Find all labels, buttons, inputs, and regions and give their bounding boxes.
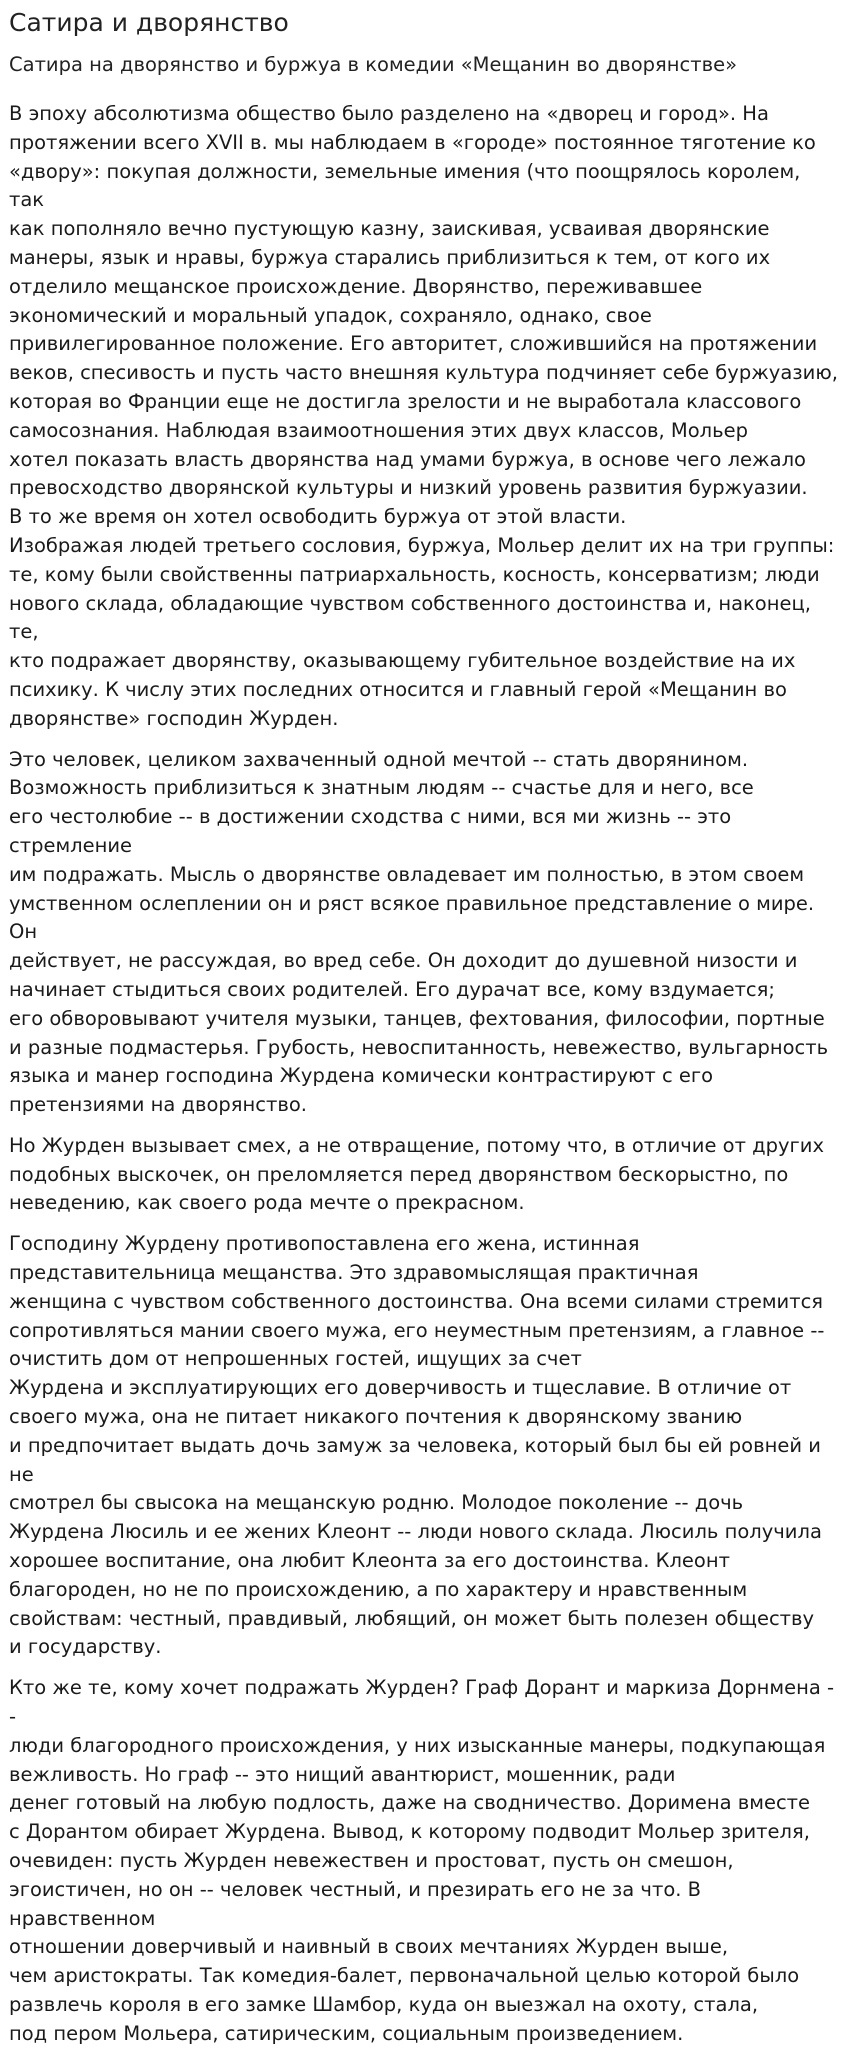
paragraph-intro: В эпоху абсолютизма общество было разделено на «дворец и город». На протяжении всего XVII в. мы наблюдаем в «городе» постоянное тяготение ко «двору»: покупая должности, земельные имения (что поощрялось королем, так как пополняло вечно пустующую казну, заискивая, усваивая дворянские манеры, язык и нравы, буржуа старались приблизиться к тем, от кого их отделило мещанское происхождение. Дворянство, переживавшее экономический и моральный упадок, сохраняло, однако, свое привилегированное положение. Его авторитет, сложившийся на протяжении веков, спесивость и пусть часто внешняя культура подчиняет себе буржуазию, которая во Франции еще не достигла зрелости и не выработала классового самосознания. Наблюдая взаимоотношения этих двух классов, Мольер хотел показать власть дворянства над умами буржуа, в основе чего лежало превосходство дворянской культуры и низкий уровень развития буржуазии. В то же время он хотел освободить буржуа от этой власти. Изображая людей третьего сословия, буржуа, Мольер делит их на три группы: те, кому были свойственны патриархальность, косность, консерватизм; люди нового склада, обладающие чувством собственного достоинства и, наконец, те, кто подражает дворянству, оказывающему губительное воздействие на их психику. К числу этих последних относится и главный герой «Мещанин во дворянстве» господин Журден. (9, 102, 838, 730)
paragraph-aristocrats: Кто же те, кому хочет подражать Журден? Граф Дорант и маркиза Дорнмена -- люди благородного происхождения, у них изысканные манеры, подкупающая вежливость. Но граф -- это нищий авантюрист, мошенник, ради денег готовый на любую подлость, даже на сводничество. Доримена вместе с Дорантом обирает Журдена. Вывод, к которому подводит Мольер зрителя, очевиден: пусть Журден невежествен и простоват, пусть он смешон, эгоистичен, но он -- человек честный, и презирать его не за что. В нравственном отношении доверчивый и наивный в своих мечтаниях Журден выше, чем аристократы. Так комедия-балет, первоначальной целью которой было развлечь короля в его замке Шамбор, куда он выезжал на охоту, стала, под пером Мольера, сатирическим, социальным произведением. (9, 1676, 835, 2045)
page-title: Сатира и дворянство (9, 8, 289, 37)
paragraph-jourdain: Это человек, целиком захваченный одной мечтой -- стать дворянином. Возможность приблизиться к знатным людям -- счастье для и него, все его честолюбие -- в достижении сходства с ними, вся ми жизнь -- это стремление им подражать. Мысль о дворянстве овладевает им полностью, в этом своем умственном ослеплении он и ряст всякое правильное представление о мире. Он действует, не рассуждая, во вред себе. Он доходит до душевной низости и начинает стыдиться своих родителей. Его дурачат все, кому вздумается; его обворовывают учителя музыки, танцев, фехтования, философии, портные и разные подмастерья. Грубость, невоспитанность, невежество, вульгарность языка и манер господина Журдена комически контрастируют с его претензиями на дворянство. (9, 747, 829, 1117)
paragraph-wife: Господину Журдену противопоставлена его жена, истинная представительница мещанства. Это здравомыслящая практичная женщина с чувством собственного достоинства. Она всеми силами стремится сопротивляться мании своего мужа, его неуместным претензиям, а главное -- очистить дом от непрошенных гостей, ищущих за счет Журдена и эксплуатирующих его доверчивость и тщеславие. В отличие от своего мужа, она не питает никакого почтения к дворянскому званию и предпочитает выдать дочь замуж за человека, который был бы ей ровней и не смотрел бы свысока на мещанскую родню. Молодое поколение -- дочь Журдена Люсиль и ее жених Клеонт -- люди нового склада. Люсиль получила хорошее воспитание, она любит Клеонта за его достоинства. Клеонт благороден, но не по происхождению, а по характеру и нравственным свойствам: честный, правдивый, любящий, он может быть полезен обществу и государству. (9, 1232, 825, 1659)
paragraph-laughter: Но Журден вызывает смех, а не отвращение, потому что, в отличие от других подобных выскочек, он преломляется перед дворянством бескорыстно, по неведению, как своего рода мечте о прекрасном. (9, 1133, 825, 1215)
page-subtitle: Сатира на дворянство и буржуа в комедии «Мещанин во дворянстве» (9, 53, 738, 76)
